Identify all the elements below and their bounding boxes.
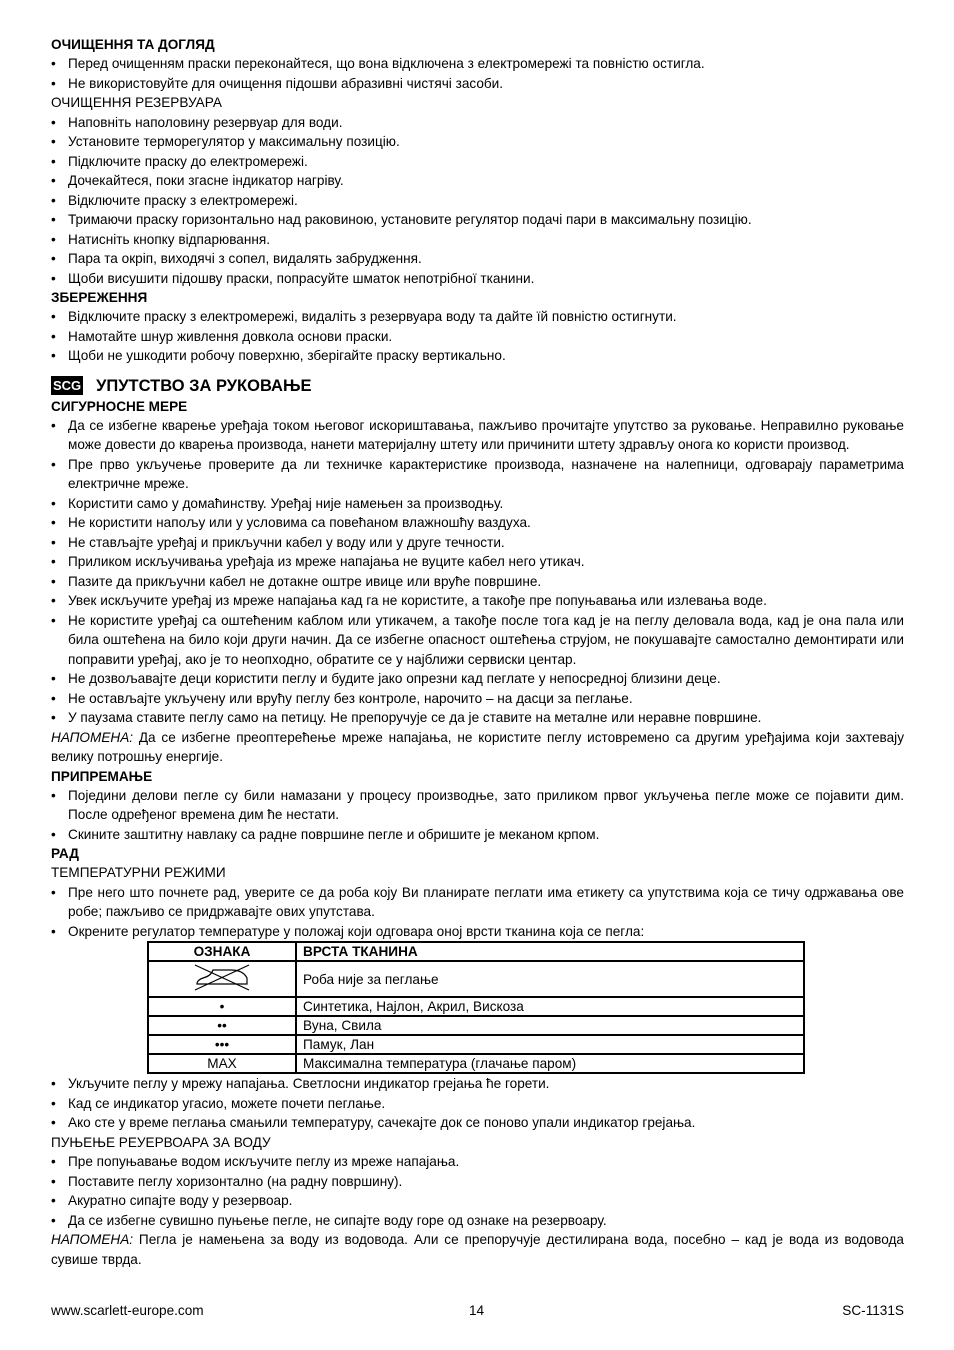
list-item: • Перед очищенням праски переконайтеся, що вона відключена з електромережі та повністю остигла. [51,54,904,74]
footer-website: www.scarlett-europe.com [51,1303,204,1318]
list-item: • Ако сте у време пеглања смањили температуру, сачекајте док се поново упали индикатор грејања. [51,1113,904,1133]
table-cell-mark: MAX [148,1054,296,1073]
list-item: • Відключите праску з електромережі, видаліть з резервуара воду та дайте їй повністю остигнути. [51,307,904,327]
list-item: • Окрените регулатор температуре у положај који одговара оној врсти тканина која се пегла: [51,922,904,942]
note-text: Да се избегне преоптерећење мреже напајања, не користите пеглу истовремено са другим уређајима који захтевају велику потрошњу енергије. [51,729,904,764]
table-cell-fabric: Памук, Лан [296,1035,804,1054]
cleaning-list [51,54,904,93]
tank-cleaning-list [51,113,904,289]
no-ironing-icon [191,962,253,992]
filling-heading: ПУЊЕЊЕ РЕУЕРВОАРА ЗА ВОДУ [51,1134,271,1150]
table-cell-fabric: Вуна, Свила [296,1016,804,1035]
list-item: • Увек искључите уређај из мреже напајања кад га не користите, а такође пре попуњавања или излевања воде. [51,591,904,611]
table-cell-mark: •• [148,1016,296,1035]
model-number: SC-1131S [842,1303,904,1318]
table-header-row [148,942,804,961]
page-number: 14 [469,1303,485,1318]
list-item: • Щоби висушити підошву праски, попрасуйте шматок непотрібної тканини. [51,269,904,289]
list-item: • У паузама ставите пеглу само на петицу. Не препоручује се да је ставите на металне или неравне површине. [51,708,904,728]
cleaning-heading: ОЧИЩЕННЯ ТА ДОГЛЯД [51,37,215,52]
list-item: • Приликом искључивања уређаја из мреже напајања не вуците кабел него утикач. [51,552,904,572]
list-item: • Тримаючи праску горизонтально над раковиною, установите регулятор подачі пари в максимальну позицію. [51,210,904,230]
list-item: • Скините заштитну навлаку са радне површине пегле и обришите је меканом крпом. [51,825,904,845]
table-cell-mark: ••• [148,1035,296,1054]
table-row [148,961,804,997]
list-item: • Наповніть наполовину резервуар для води. [51,113,904,133]
list-item: • Укључите пеглу у мрежу напајања. Светлосни индикатор грејања ће горети. [51,1074,904,1094]
preparation-list [51,786,904,845]
note-text: Пегла је намењена за воду из водовода. Али се препоручује дестилирана вода, посебно – кад је вода из водовода сувише тврда. [51,1232,904,1267]
after-table-list [51,1074,904,1133]
note-paragraph [51,728,904,767]
no-iron-symbol [148,961,296,997]
operation-heading: РАД [51,846,79,861]
list-item: • Акуратно сипајте воду у резервоар. [51,1191,904,1211]
list-item: • Пара та окріп, виходячі з сопел, видалять забрудження. [51,249,904,269]
list-item: • Не використовуйте для очищення підошви абразивні чистячі засоби. [51,74,904,94]
list-item: • Да се избегне кварење уређаја током његовог искориштавања, пажљиво прочитајте упутство за руковање. Неправилно руковање може довести до кварења производа, нанети материјалну штету или причинити штету здрављу онога ко користи производ. [51,416,904,455]
safety-list [51,416,904,728]
list-item: • Намотайте шнур живлення довкола основи праски. [51,327,904,347]
list-item: • Відключите праску з електромережі. [51,191,904,211]
filling-list [51,1152,904,1230]
table-cell-fabric: Роба није за пеглање [296,961,804,997]
page-content [51,35,904,1269]
note-paragraph [51,1230,904,1269]
section-title: УПУТСТВО ЗА РУКОВАЊЕ [96,376,312,395]
list-item: • Не остављајте укључену или врућу пеглу без контроле, нарочито – на дасци за пеглање. [51,689,904,709]
list-item: • Дочекайтеся, поки згасне індикатор нагріву. [51,171,904,191]
table-cell-mark: • [148,997,296,1016]
table-row [148,1035,804,1054]
list-item: • Підключите праску до електромережі. [51,152,904,172]
language-badge: SCG [53,378,82,393]
list-item: • Користити само у домаћинству. Уређај није намењен за производњу. [51,494,904,514]
column-header-mark: ОЗНАКА [148,942,296,961]
list-item: • Не користити напољу или у условима са повећаном влажношћу ваздуха. [51,513,904,533]
list-item: • Поједини делови пегле су били намазани у процесу производње, зато приликом првог укључења пегле може се појавити дим. После одређеног времена дим ће нестати. [51,786,904,825]
temperature-heading: ТЕМПЕРАТУРНИ РЕЖИМИ [51,865,226,880]
operation-list [51,883,904,942]
table-cell-fabric: Максимална температура (глачање паром) [296,1054,804,1073]
list-item: • Пре прво укључење проверите да ли техничке карактеристике производа, назначене на налепници, одговарају параметрима електричне мреже. [51,455,904,494]
note-label: НАПОМЕНА: [51,1232,134,1247]
list-item: • Не стављајте уређај и прикључни кабел у воду или у друге течности. [51,533,904,553]
list-item: • Не дозвољавајте деци користити пеглу и будите јако опрезни кад пеглате у непосредној близини деце. [51,669,904,689]
table-row [148,1016,804,1035]
tank-cleaning-heading: ОЧИЩЕННЯ РЕЗЕРВУАРА [51,95,222,110]
table-cell-fabric: Синтетика, Најлон, Акрил, Вискоза [296,997,804,1016]
list-item: • Пазите да прикључни кабел не дотакне оштре ивице или вруће површине. [51,572,904,592]
list-item: • Щоби не ушкодити робочу поверхню, зберігайте праску вертикально. [51,346,904,366]
note-label: НАПОМЕНА: [51,729,134,745]
table-row [148,997,804,1016]
column-header-fabric: ВРСТА ТКАНИНА [296,942,804,961]
storage-list [51,307,904,366]
safety-heading: СИГУРНОСНЕ МЕРЕ [51,398,188,414]
table-row [148,1054,804,1073]
list-item: • Пре него што почнете рад, уверите се да роба коју Ви планирате пеглати има етикету са упутствима која се тичу одржавања ове робе; пажљиво се придржавајте ових упутстава. [51,883,904,922]
list-item: • Поставите пеглу хоризонтално (на радну површину). [51,1172,904,1192]
fabric-table [147,941,805,1074]
list-item: • Не користите уређај са оштећеним каблом или утикачем, а такође после тога кад је на пеглу деловала вода, кад је она пала или била оштећена на било који други начин. Да се избегне опасност оштећења струјом, не покушавајте самостално демонтирати или поправити уређај, ако је то неопходно, обратите се у најближи сервиски центар. [51,611,904,670]
list-item: • Кад се индикатор угасио, можете почети пеглање. [51,1094,904,1114]
list-item: • Натисніть кнопку відпарювання. [51,230,904,250]
preparation-heading: ПРИПРЕМАЊЕ [51,768,153,784]
list-item: • Да се избегне сувишно пуњење пегле, не сипајте воду горе од ознаке на резервоару. [51,1211,904,1231]
scg-section-header [51,375,904,397]
list-item: • Пре попуњавање водом искључите пеглу из мреже напајања. [51,1152,904,1172]
list-item: • Установите терморегулятор у максимальну позицію. [51,132,904,152]
page-footer [51,1303,904,1323]
storage-heading: ЗБЕРЕЖЕННЯ [51,290,148,305]
